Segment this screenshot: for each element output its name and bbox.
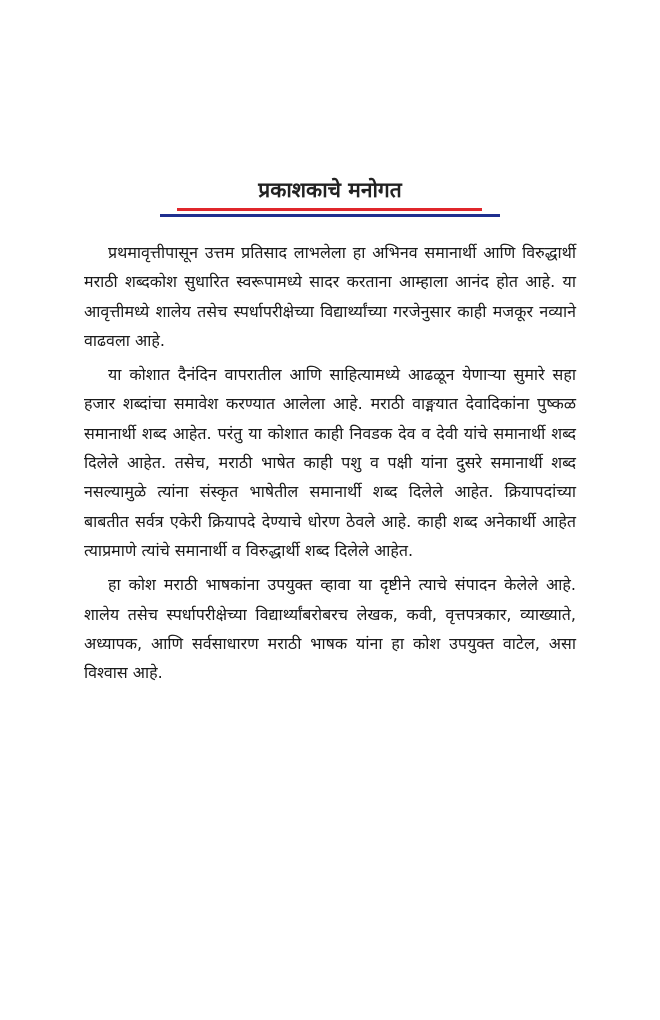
title-underline-blue [160, 214, 500, 217]
paragraph-2: या कोशात दैनंदिन वापरातील आणि साहित्यामध्ये आढळून येणाऱ्या सुमारे सहा हजार शब्दांचा समावेश करण्यात आलेला आहे. मराठी वाङ्मयात देवादिकांना पुष्कळ समानार्थी शब्द आहेत. परंतु या कोशात काही निवडक देव व देवी यांचे समानार्थी शब्द दिलेले आहेत. तसेच, मराठी भाषेत काही पशु व पक्षी यांना दुसरे समानार्थी शब्द नसल्यामुळे त्यांना संस्कृत भाषेतील समानार्थी शब्द दिलेले आहेत. क्रियापदांच्या बाबतीत सर्वत्र एकेरी क्रियापदे देण्याचे धोरण ठेवले आहे. काही शब्द अनेकार्थी आहेत त्याप्रमाणे त्यांचे समानार्थी व विरुद्धार्थी शब्द दिलेले आहेत. [84, 365, 576, 560]
title-underline-red [177, 208, 482, 211]
body-text [84, 238, 576, 692]
paragraph-1: प्रथमावृत्तीपासून उत्तम प्रतिसाद लाभलेला हा अभिनव समानार्थी आणि विरुद्धार्थी मराठी शब्दकोश सुधारित स्वरूपामध्ये सादर करताना आम्हाला आनंद होत आहे. या आवृत्तीमध्ये शालेय तसेच स्पर्धापरीक्षेच्या विद्यार्थ्यांच्या गरजेनुसार काही मजकूर नव्याने वाढवला आहे. [84, 243, 576, 350]
paragraph-3: हा कोश मराठी भाषकांना उपयुक्त व्हावा या दृष्टीने त्याचे संपादन केलेले आहे. शालेय तसेच स्पर्धापरीक्षेच्या विद्यार्थ्यांबरोबरच लेखक, कवी, वृत्तपत्रकार, व्याख्याते, अध्यापक, आणि सर्वसाधारण मराठी भाषक यांना हा कोश उपयुक्त वाटेल, असा विश्वास आहे. [84, 575, 576, 683]
page-title: प्रकाशकाचे मनोगत [258, 178, 402, 202]
